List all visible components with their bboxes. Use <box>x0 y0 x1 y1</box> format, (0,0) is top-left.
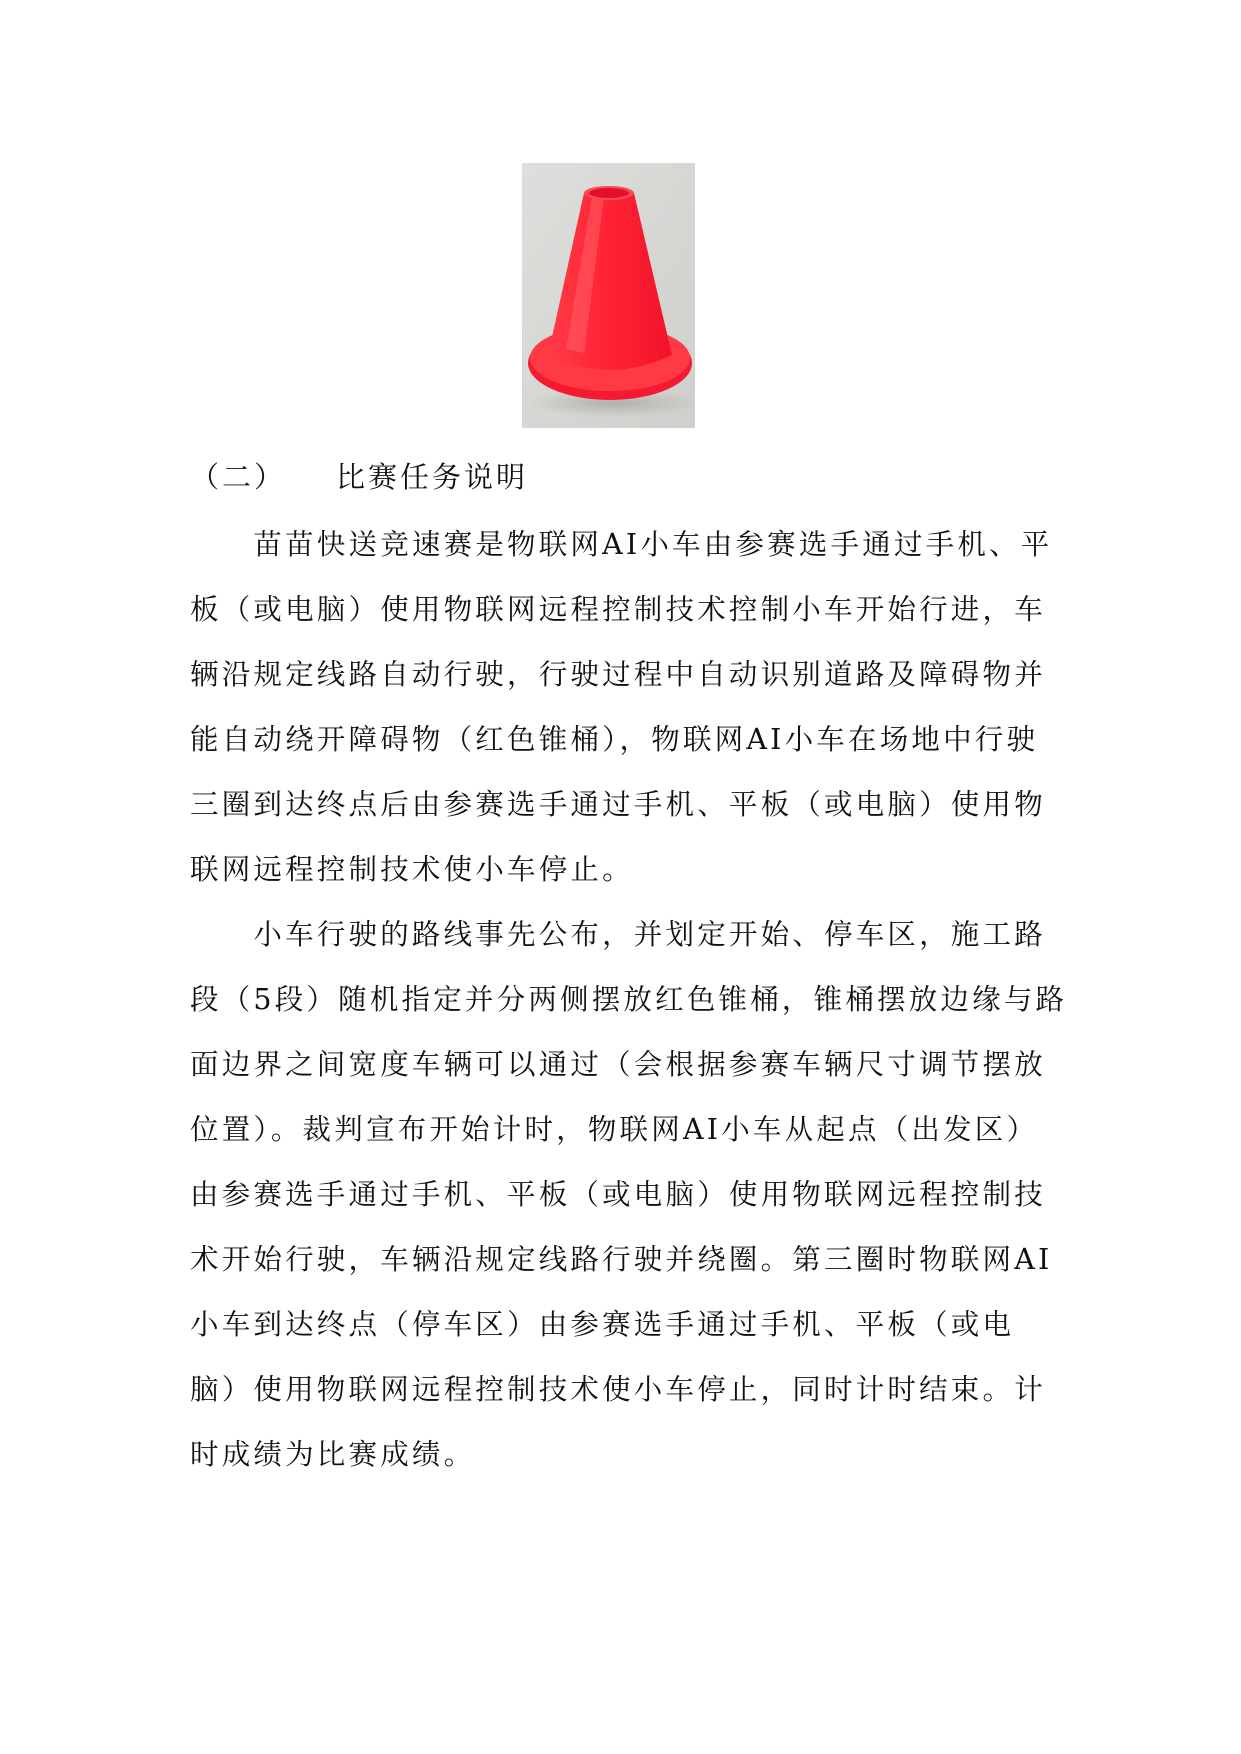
paragraph-line: 术开始行驶，车辆沿规定线路行驶并绕圈。第三圈时物联网AI <box>190 1243 1053 1276</box>
paragraph-line: 板（或电脑）使用物联网远程控制技术控制小车开始行进，车 <box>190 593 1046 626</box>
traffic-cone-photo <box>522 163 695 428</box>
section-heading <box>190 455 528 496</box>
paragraph-line: 小车行驶的路线事先公布，并划定开始、停车区，施工路 <box>190 918 1046 951</box>
paragraph-line: 段（5段）随机指定并分两侧摆放红色锥桶，锥桶摆放边缘与路 <box>190 983 1068 1016</box>
paragraph-line: 位置）。裁判宣布开始计时，物联网AI小车从起点（出发区） <box>190 1113 1039 1146</box>
paragraph-2 <box>190 902 1068 1487</box>
paragraph-line: 面边界之间宽度车辆可以通过（会根据参赛车辆尺寸调节摆放 <box>190 1048 1046 1081</box>
red-traffic-cone-icon <box>522 163 695 428</box>
paragraph-line: 小车到达终点（停车区）由参赛选手通过手机、平板（或电 <box>190 1308 1015 1341</box>
paragraph-line: 脑）使用物联网远程控制技术使小车停止，同时计时结束。计 <box>190 1373 1046 1406</box>
paragraph-line: 辆沿规定线路自动行驶，行驶过程中自动识别道路及障碍物并 <box>190 658 1046 691</box>
paragraph-line: 苗苗快送竞速赛是物联网AI小车由参赛选手通过手机、平 <box>190 528 1053 561</box>
section-title: 比赛任务说明 <box>336 460 529 494</box>
section-number: （二） <box>190 460 287 494</box>
paragraph-1 <box>190 512 1060 902</box>
paragraph-line: 联网远程控制技术使小车停止。 <box>190 853 634 886</box>
paragraph-line: 三圈到达终点后由参赛选手通过手机、平板（或电脑）使用物 <box>190 788 1046 821</box>
paragraph-line: 由参赛选手通过手机、平板（或电脑）使用物联网远程控制技 <box>190 1178 1046 1211</box>
paragraph-line: 能自动绕开障碍物（红色锥桶），物联网AI小车在场地中行驶 <box>190 723 1039 756</box>
paragraph-line: 时成绩为比赛成绩。 <box>190 1438 476 1471</box>
